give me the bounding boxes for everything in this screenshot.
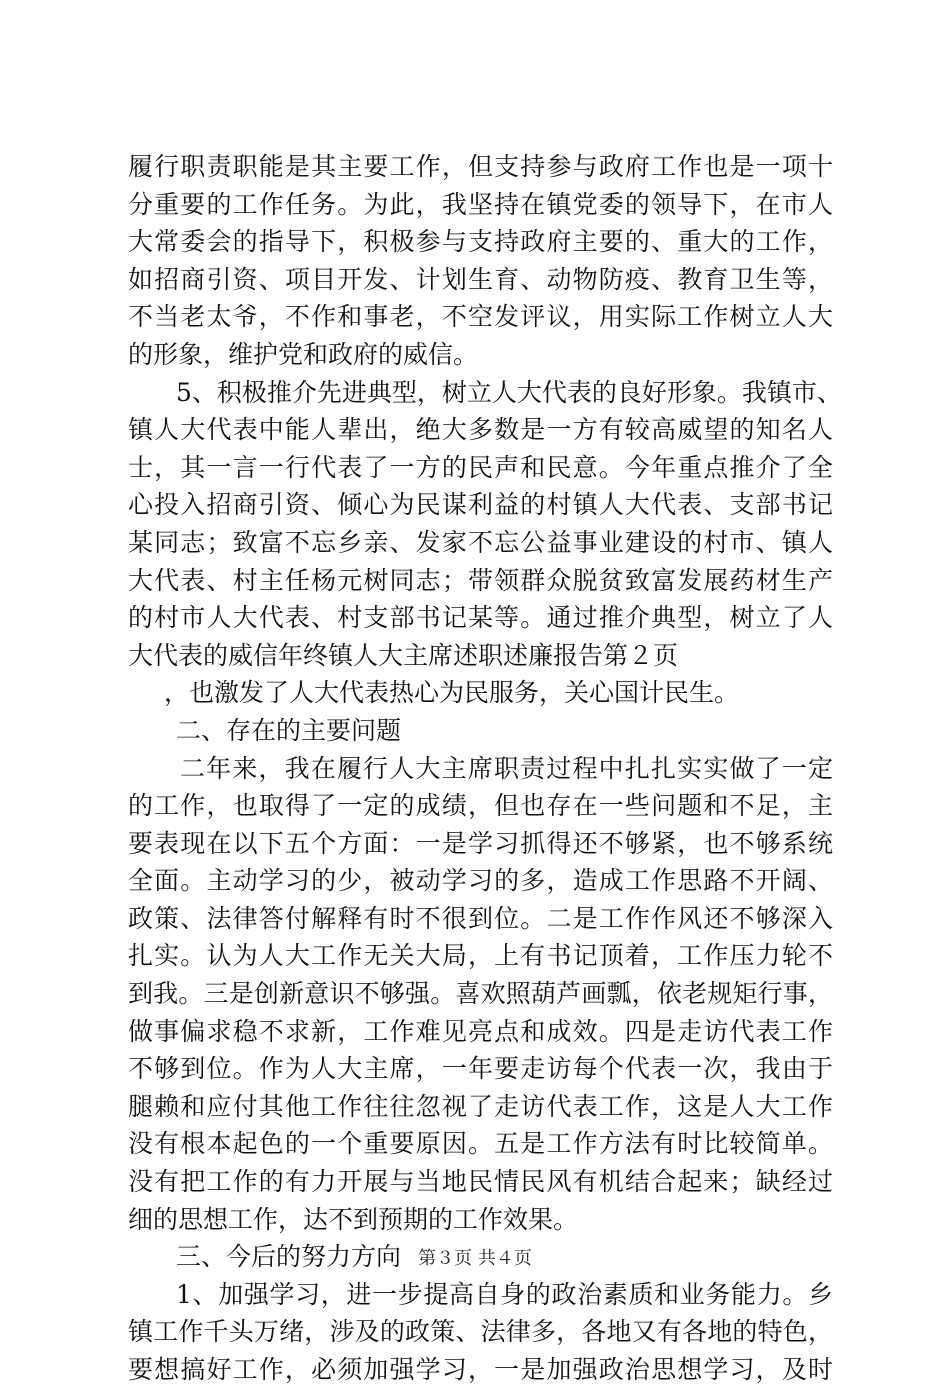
text-line: 扎实。认为人大工作无关大局，上有书记顶着，工作压力轮不: [128, 941, 833, 971]
text-line: 大常委会的指导下，积极参与支持政府主要的、重大的工作，: [128, 227, 833, 257]
text-line: 1、加强学习，进一步提高自身的政治素质和业务能力。乡: [176, 1279, 833, 1309]
text-line: 大代表、村主任杨元树同志；带领群众脱贫致富发展药材生产: [128, 565, 833, 595]
page-footer: 第３页 共４页: [418, 1248, 532, 1269]
text-line: 大代表的威信年终镇人大主席述职述廉报告第２页: [128, 640, 679, 670]
text-line: 三、今后的努力方向: [176, 1242, 402, 1272]
text-line: 没有根本起色的一个重要原因。五是工作方法有时比较简单。: [128, 1129, 833, 1159]
text-line: 腿赖和应付其他工作往往忽视了走访代表工作，这是人大工作: [128, 1091, 833, 1121]
text-line: 如招商引资、项目开发、计划生育、动物防疫、教育卫生等，: [128, 264, 833, 294]
text-line: 不当老太爷，不作和事老，不空发评议，用实际工作树立人大: [128, 302, 833, 332]
text-line: 二年来，我在履行人大主席职责过程中扎扎实实做了一定: [180, 753, 833, 783]
text-line: 到我。三是创新意识不够强。喜欢照葫芦画瓢，依老规矩行事，: [128, 979, 833, 1009]
document-body: [128, 148, 842, 1389]
text-line: 某同志；致富不忘乡亲、发家不忘公益事业建设的村市、镇人: [128, 527, 833, 557]
text-line: 政策、法律答付解释有时不很到位。二是工作作风还不够深入: [128, 903, 833, 933]
text-line: 的工作，也取得了一定的成绩，但也存在一些问题和不足，主: [128, 791, 833, 821]
text-line: 士，其一言一行代表了一方的民声和民意。今年重点推介了全: [128, 452, 833, 482]
text-line: 履行职责职能是其主要工作，但支持参与政府工作也是一项十: [128, 152, 833, 181]
text-line: 心投入招商引资、倾心为民谋利益的村镇人大代表、支部书记: [128, 490, 833, 520]
text-line: 要表现在以下五个方面：一是学习抓得还不够紧，也不够系统: [128, 828, 833, 858]
text-line: 不够到位。作为人大主席，一年要走访每个代表一次，我由于: [128, 1054, 833, 1084]
text-line: 没有把工作的有力开展与当地民情民风有机结合起来；缺经过: [128, 1167, 833, 1197]
text-line: 的村市人大代表、村支部书记某等。通过推介典型，树立了人: [128, 603, 833, 633]
text-line: 细的思想工作，达不到预期的工作效果。: [128, 1204, 579, 1234]
text-line: 要想搞好工作，必须加强学习，一是加强政治思想学习，及时: [128, 1355, 833, 1384]
text-line: 全面。主动学习的少，被动学习的多，造成工作思路不开阔、: [128, 866, 833, 896]
text-line: 分重要的工作任务。为此，我坚持在镇党委的领导下，在市人: [128, 189, 833, 219]
text-line: 镇人大代表中能人辈出，绝大多数是一方有较高威望的知名人: [128, 415, 833, 445]
text-line: 镇工作千头万绪，涉及的政策、法律多，各地又有各地的特色，: [128, 1317, 833, 1347]
text-line: 5、积极推介先进典型，树立人大代表的良好形象。我镇市、: [176, 377, 842, 407]
text-line: 的形象，维护党和政府的威信。: [128, 339, 479, 369]
text-line: 二、存在的主要问题: [176, 715, 402, 745]
text-line: ，也激发了人大代表热心为民服务，关心国计民生。: [164, 678, 740, 708]
text-line: 做事偏求稳不求新，工作难见亮点和成效。四是走访代表工作: [128, 1016, 833, 1046]
